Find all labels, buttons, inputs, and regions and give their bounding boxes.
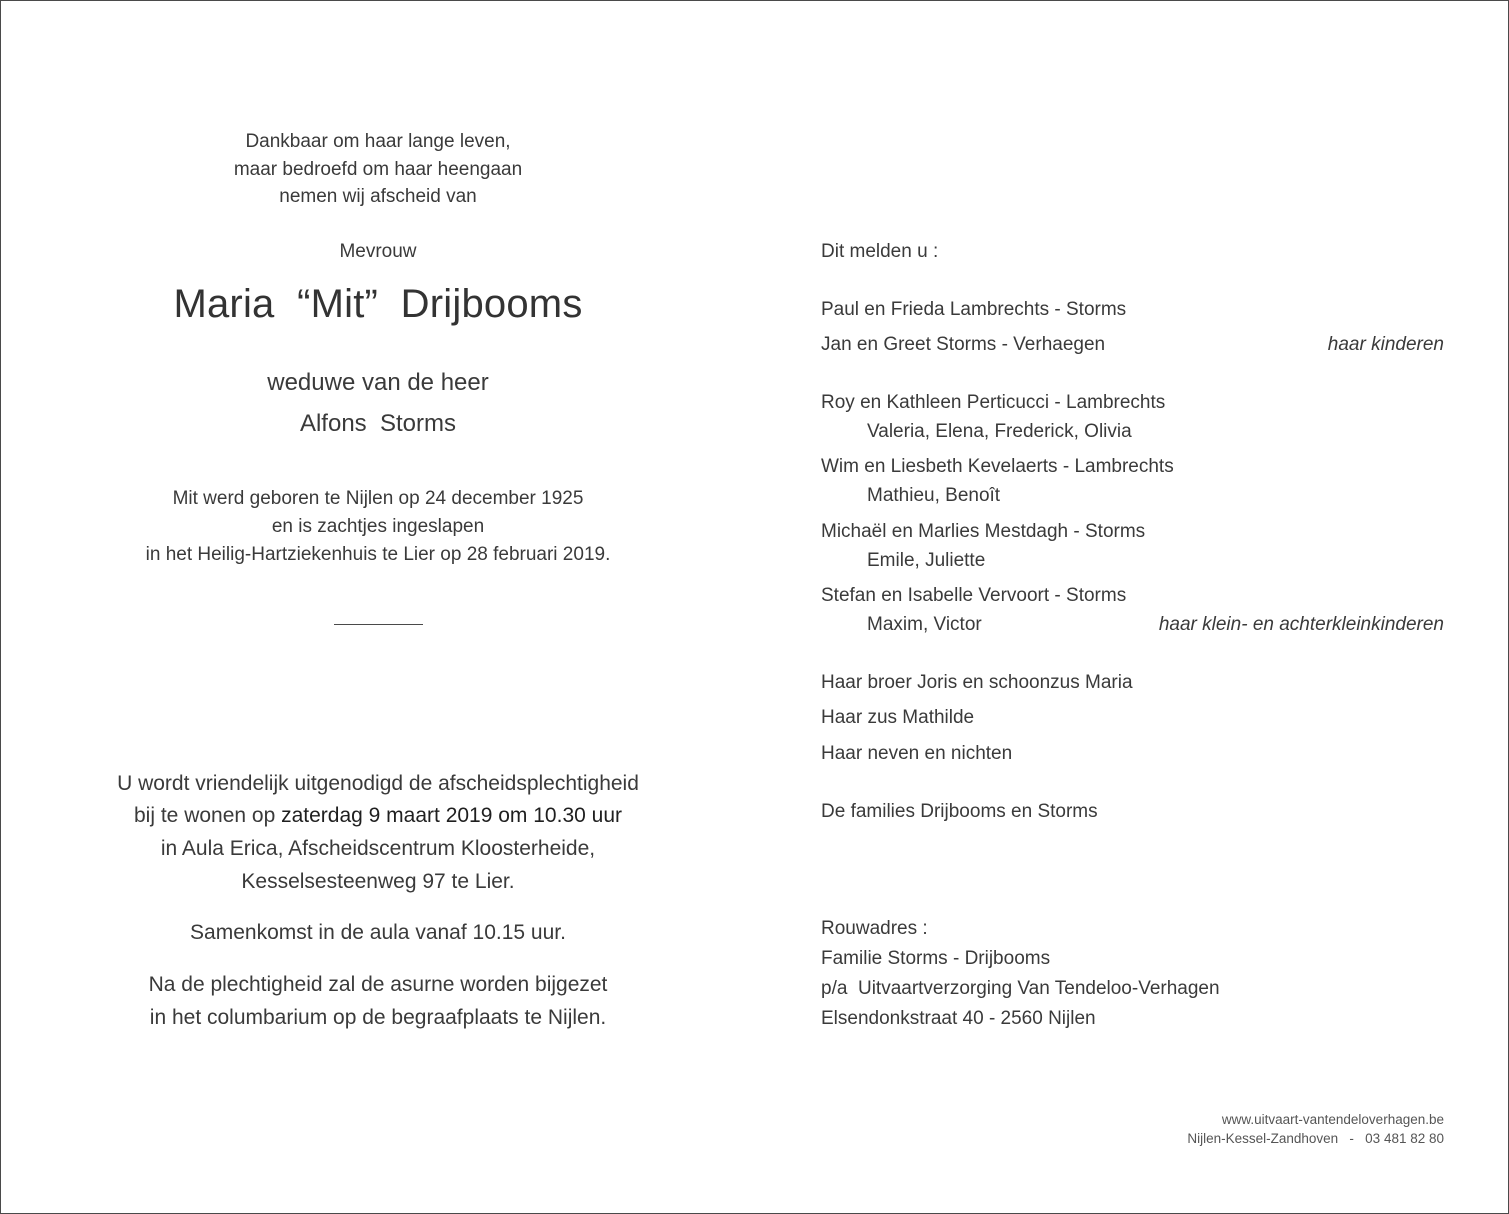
- footer-locations-phone: Nijlen-Kessel-Zandhoven - 03 481 82 80: [1187, 1131, 1444, 1146]
- burial-line-2: in het columbarium op de begraafplaats te Nijlen.: [149, 1006, 607, 1029]
- grandchild-kids-2: [821, 485, 1000, 507]
- children-tag: haar kinderen: [1327, 334, 1444, 355]
- ceremony-date: zaterdag 9 maart 2019 om 10.30 uur: [281, 804, 622, 827]
- invitation-line-1: U wordt vriendelijk uitgenodigd de afscheidsplechtigheid: [117, 772, 639, 795]
- birth-line-3: in het Heilig-Hartziekenhuis te Lier op 28 februari 2019.: [145, 544, 611, 565]
- grandchild-kids-3: [821, 550, 985, 572]
- grandchild-parents-3: Michaël en Marlies Mestdagh - Storms: [821, 521, 1146, 542]
- child-1: Paul en Frieda Lambrechts - Storms: [821, 299, 1127, 320]
- grandchild-kids-2-text: Mathieu, Benoît: [867, 485, 1001, 506]
- grandchild-parents-2: Wim en Liesbeth Kevelaerts - Lambrechts: [821, 456, 1174, 477]
- footer-website[interactable]: www.uitvaart-vantendeloverhagen.be: [1221, 1112, 1444, 1127]
- grandchild-kids-1: [821, 421, 1132, 443]
- salutation: Mevrouw: [339, 241, 417, 262]
- birth-line-1: Mit werd geboren te Nijlen op 24 december 1925: [172, 488, 584, 509]
- spouse-name: Alfons Storms: [299, 410, 457, 437]
- widow-line: weduwe van de heer: [267, 369, 489, 396]
- relative-1: Haar broer Joris en schoonzus Maria: [821, 672, 1133, 693]
- invitation-line-3: in Aula Erica, Afscheidscentrum Kloosterheide,: [160, 837, 596, 860]
- burial-line-1: Na de plechtigheid zal de asurne worden bijgezet: [148, 973, 608, 996]
- grandchild-kids-3-text: Emile, Juliette: [867, 550, 986, 571]
- announce-heading: Dit melden u :: [821, 241, 939, 262]
- address-name: Familie Storms - Drijbooms: [821, 948, 1051, 969]
- address-care-of: p/a Uitvaartverzorging Van Tendeloo-Verhagen: [821, 978, 1220, 999]
- address-label: Rouwadres :: [821, 918, 928, 939]
- gathering-info: Samenkomst in de aula vanaf 10.15 uur.: [190, 921, 566, 944]
- invitation-line-2: [1, 804, 755, 828]
- relative-2: Haar zus Mathilde: [821, 707, 975, 728]
- grandchild-kids-4-text: Maxim, Victor: [867, 614, 982, 635]
- child-2: Jan en Greet Storms - Verhaegen: [821, 334, 1106, 355]
- birth-line-2: en is zachtjes ingeslapen: [271, 516, 485, 537]
- grandchild-kids-1-text: Valeria, Elena, Frederick, Olivia: [867, 421, 1132, 442]
- intro-line-3: nemen wij afscheid van: [279, 186, 477, 207]
- deceased-name: Maria “Mit” Drijbooms: [173, 282, 583, 326]
- invitation-prefix: bij te wonen op: [134, 804, 282, 827]
- grandchild-parents-4: Stefan en Isabelle Vervoort - Storms: [821, 585, 1127, 606]
- relative-3: Haar neven en nichten: [821, 743, 1013, 764]
- grandchildren-tag: haar klein- en achterkleinkinderen: [1158, 614, 1444, 635]
- intro-line-2: maar bedroefd om haar heengaan: [233, 159, 523, 180]
- intro-line-1: Dankbaar om haar lange leven,: [245, 131, 511, 152]
- families-line: De families Drijbooms en Storms: [821, 801, 1098, 822]
- address-street: Elsendonkstraat 40 - 2560 Nijlen: [821, 1008, 1096, 1029]
- grandchild-parents-1: Roy en Kathleen Perticucci - Lambrechts: [821, 392, 1166, 413]
- invitation-line-4: Kesselsesteenweg 97 te Lier.: [241, 870, 515, 893]
- grandchild-kids-4: [821, 614, 982, 636]
- divider-line: [334, 624, 423, 625]
